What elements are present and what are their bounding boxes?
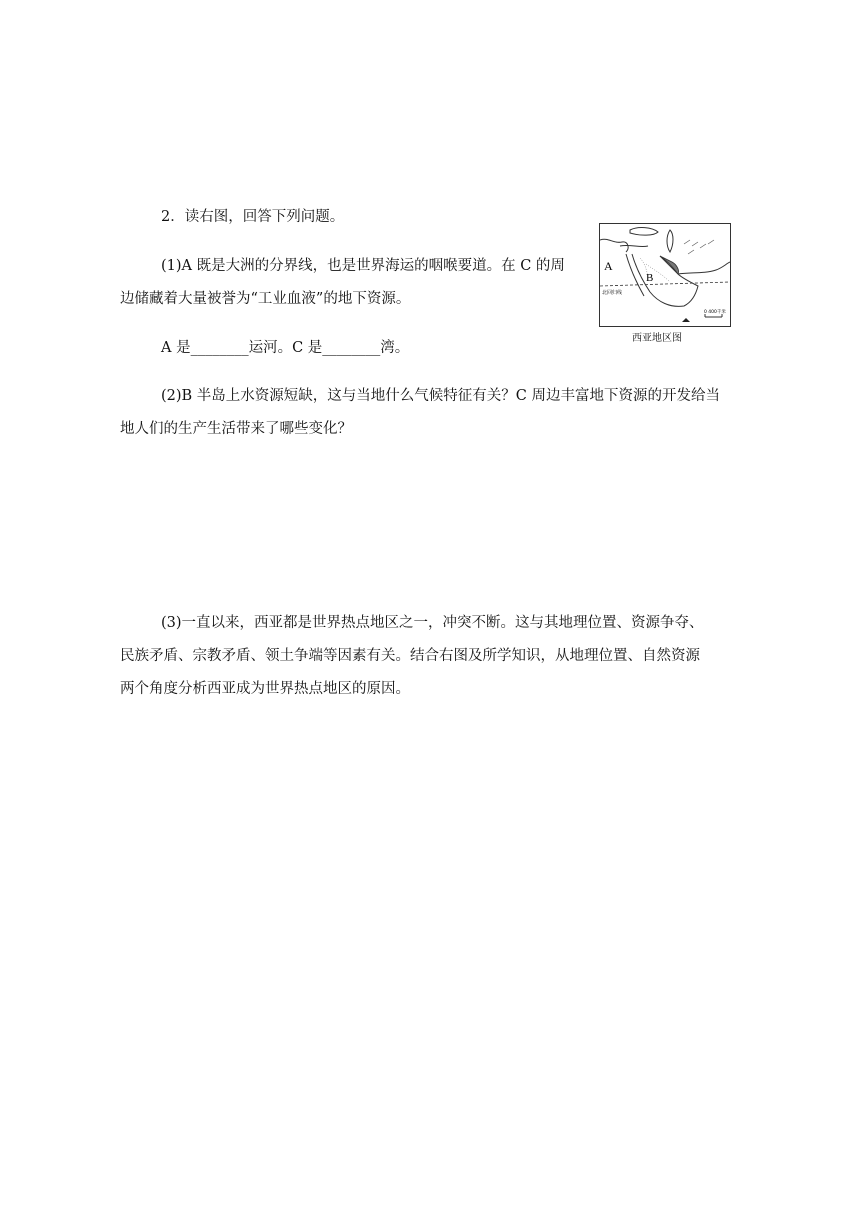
- question-stem: 2．读右图，回答下列问题。: [161, 209, 345, 225]
- part3-line3: 两个角度分析西亚成为世界热点地区的原因。: [120, 681, 410, 697]
- map-label-tropic: 北回归线: [602, 290, 623, 296]
- terrain-hatching: [684, 240, 714, 254]
- map-caption: 西亚地区图: [632, 333, 682, 344]
- part1-answer-blanks: A 是________运河。C 是________湾。: [161, 340, 410, 356]
- map-label-b: B: [646, 272, 654, 284]
- tropic-of-cancer-line: [600, 282, 730, 286]
- part2-line2: 地人们的生产生活带来了哪些变化？: [120, 421, 352, 437]
- part3-line2: 民族矛盾、宗教矛盾、领土争端等因素有关。结合右图及所学知识，从地理位置、自然资源: [120, 648, 700, 664]
- black-sea: [630, 228, 658, 236]
- part1-line2: 边储藏着大量被誉为“工业血液”的地下资源。: [120, 291, 411, 307]
- part2-line1: (2)B 半岛上水资源短缺，这与当地什么气候特征有关？C 周边丰富地下资源的开发给当: [161, 388, 721, 404]
- west-asia-map: [599, 223, 731, 327]
- part3-line1: (3)一直以来，西亚都是世界热点地区之一，冲突不断。这与其地理位置、资源争夺、: [161, 615, 704, 631]
- iran-coast: [678, 262, 730, 274]
- caspian-sea: [667, 230, 673, 252]
- part1-line1: (1)A 既是大洲的分界线，也是世界海运的咽喉要道。在 C 的周: [161, 258, 565, 274]
- anatolia-coast: [620, 245, 648, 246]
- map-label-a: A: [604, 259, 613, 273]
- map-scale-label: 0 400千米: [704, 310, 726, 315]
- map-drawing: [600, 224, 730, 326]
- island-mark: [682, 318, 690, 322]
